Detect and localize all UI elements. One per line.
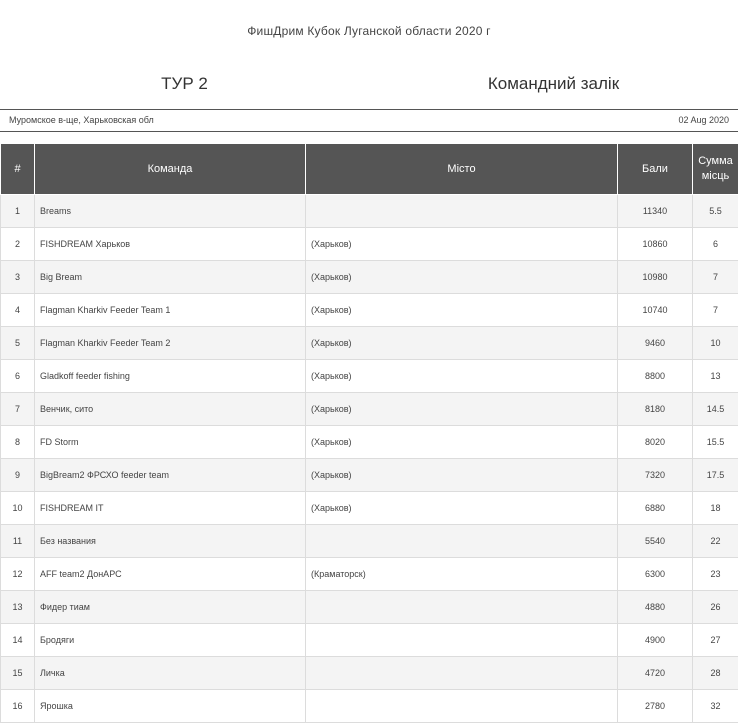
table-row[interactable] — [1, 261, 738, 294]
team-cell: FD Storm — [35, 426, 306, 459]
place-cell: 16 — [1, 690, 35, 723]
place-sum-cell: 15.5 — [693, 426, 738, 459]
place-sum-cell: 5.5 — [693, 195, 738, 228]
column-header-sum-line1: Сумма — [698, 155, 733, 167]
place-cell: 10 — [1, 492, 35, 525]
place-sum-cell: 6 — [693, 228, 738, 261]
round-label: ТУР 2 — [161, 74, 208, 93]
points-cell: 6300 — [618, 558, 693, 591]
place-cell: 9 — [1, 459, 35, 492]
points-cell: 6880 — [618, 492, 693, 525]
points-cell: 4720 — [618, 657, 693, 690]
table-row[interactable] — [1, 591, 738, 624]
column-header-sum[interactable] — [693, 144, 738, 195]
table-row[interactable] — [1, 294, 738, 327]
place-cell: 3 — [1, 261, 35, 294]
city-cell — [306, 591, 618, 624]
table-row[interactable] — [1, 525, 738, 558]
points-cell: 8020 — [618, 426, 693, 459]
place-sum-cell: 17.5 — [693, 459, 738, 492]
place-sum-cell: 23 — [693, 558, 738, 591]
table-row[interactable] — [1, 459, 738, 492]
team-cell: FISHDREAM IT — [35, 492, 306, 525]
page-title: ФишДрим Кубок Луганской области 2020 г — [247, 24, 491, 38]
place-cell: 12 — [1, 558, 35, 591]
place-cell: 5 — [1, 327, 35, 360]
city-cell: (Харьков) — [306, 228, 618, 261]
points-cell: 8180 — [618, 393, 693, 426]
city-cell: (Харьков) — [306, 492, 618, 525]
table-row[interactable] — [1, 690, 738, 723]
points-cell: 10740 — [618, 294, 693, 327]
city-cell: (Харьков) — [306, 360, 618, 393]
team-cell: Венчик, сито — [35, 393, 306, 426]
team-cell: Фидер тиам — [35, 591, 306, 624]
city-cell: (Харьков) — [306, 294, 618, 327]
team-cell: Бродяги — [35, 624, 306, 657]
team-cell: Ярошка — [35, 690, 306, 723]
results-table — [0, 143, 738, 723]
points-cell: 11340 — [618, 195, 693, 228]
city-cell: (Харьков) — [306, 459, 618, 492]
city-cell — [306, 624, 618, 657]
place-sum-cell: 7 — [693, 294, 738, 327]
points-cell: 9460 — [618, 327, 693, 360]
points-cell: 10980 — [618, 261, 693, 294]
team-cell: Личка — [35, 657, 306, 690]
results-body — [1, 195, 738, 723]
column-header-points[interactable]: Бали — [618, 144, 693, 195]
table-row[interactable] — [1, 426, 738, 459]
place-sum-cell: 28 — [693, 657, 738, 690]
place-cell: 7 — [1, 393, 35, 426]
city-cell — [306, 690, 618, 723]
team-cell: Big Bream — [35, 261, 306, 294]
city-cell: (Харьков) — [306, 261, 618, 294]
city-cell: (Харьков) — [306, 426, 618, 459]
city-cell — [306, 657, 618, 690]
points-cell: 5540 — [618, 525, 693, 558]
city-cell: (Краматорск) — [306, 558, 618, 591]
column-header-city[interactable]: Місто — [306, 144, 618, 195]
table-row[interactable] — [1, 360, 738, 393]
table-row[interactable] — [1, 393, 738, 426]
column-header-sum-line2: місць — [701, 170, 730, 182]
place-sum-cell: 32 — [693, 690, 738, 723]
team-cell: FISHDREAM Харьков — [35, 228, 306, 261]
place-cell: 1 — [1, 195, 35, 228]
standing-type-label: Командний залік — [487, 74, 620, 93]
info-bar — [0, 109, 738, 132]
place-sum-cell: 7 — [693, 261, 738, 294]
table-header-row — [1, 144, 738, 195]
place-cell: 2 — [1, 228, 35, 261]
city-cell — [306, 525, 618, 558]
place-cell: 6 — [1, 360, 35, 393]
points-cell: 8800 — [618, 360, 693, 393]
place-sum-cell: 26 — [693, 591, 738, 624]
team-cell: Breams — [35, 195, 306, 228]
place-sum-cell: 13 — [693, 360, 738, 393]
team-cell: Flagman Kharkiv Feeder Team 1 — [35, 294, 306, 327]
table-row[interactable] — [1, 657, 738, 690]
points-cell: 7320 — [618, 459, 693, 492]
points-cell: 10860 — [618, 228, 693, 261]
place-cell: 15 — [1, 657, 35, 690]
table-row[interactable] — [1, 195, 738, 228]
column-header-team[interactable]: Команда — [35, 144, 306, 195]
team-cell: AFF team2 ДонАРС — [35, 558, 306, 591]
table-row[interactable] — [1, 624, 738, 657]
place-cell: 11 — [1, 525, 35, 558]
city-cell: (Харьков) — [306, 393, 618, 426]
place-sum-cell: 10 — [693, 327, 738, 360]
points-cell: 4880 — [618, 591, 693, 624]
city-cell — [306, 195, 618, 228]
team-cell: Gladkoff feeder fishing — [35, 360, 306, 393]
table-row[interactable] — [1, 327, 738, 360]
place-sum-cell: 27 — [693, 624, 738, 657]
team-cell: BigBream2 ФРСХО feeder team — [35, 459, 306, 492]
points-cell: 4900 — [618, 624, 693, 657]
table-row[interactable] — [1, 558, 738, 591]
place-sum-cell: 14.5 — [693, 393, 738, 426]
column-header-num[interactable]: # — [1, 144, 35, 195]
place-cell: 13 — [1, 591, 35, 624]
place-sum-cell: 18 — [693, 492, 738, 525]
date-label: 02 Aug 2020 — [678, 115, 729, 125]
table-row[interactable] — [1, 228, 738, 261]
city-cell: (Харьков) — [306, 327, 618, 360]
team-cell: Без названия — [35, 525, 306, 558]
team-cell: Flagman Kharkiv Feeder Team 2 — [35, 327, 306, 360]
points-cell: 2780 — [618, 690, 693, 723]
place-cell: 4 — [1, 294, 35, 327]
place-sum-cell: 22 — [693, 525, 738, 558]
place-cell: 14 — [1, 624, 35, 657]
venue-label: Муромское в-ще, Харьковская обл — [9, 115, 154, 125]
place-cell: 8 — [1, 426, 35, 459]
table-row[interactable] — [1, 492, 738, 525]
